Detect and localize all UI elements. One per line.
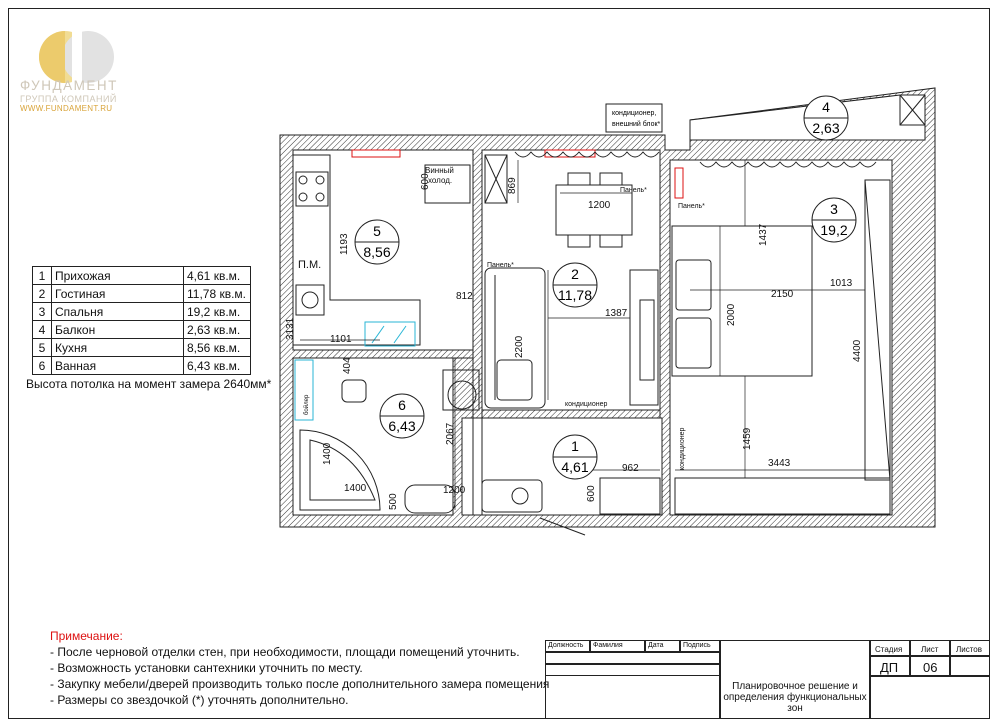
- dim-label: 1200: [588, 200, 611, 211]
- dim-label: 600: [420, 173, 431, 190]
- room-5-area: 8,56: [363, 244, 391, 260]
- stamp-title-1: Планировочное решение и: [732, 681, 858, 692]
- room-3-area: 19,2: [820, 222, 848, 238]
- room-6-area: 6,43: [388, 418, 416, 434]
- notes-heading: Примечание:: [50, 629, 123, 643]
- room-2-area: 11,78: [558, 287, 592, 303]
- room-name: Ванная: [52, 357, 184, 375]
- note-item: - Возможность установки сантехники уточнить по месту.: [50, 661, 363, 675]
- dim-label: 1013: [830, 278, 853, 289]
- sheet-label: Лист: [921, 645, 939, 654]
- wine-label: Винный: [425, 166, 454, 175]
- dim-label: 1387: [605, 308, 628, 319]
- dim-label: 500: [388, 493, 399, 510]
- room-1-num: 1: [571, 438, 579, 454]
- stamp-title-2: определения функциональных зон: [723, 692, 867, 714]
- sheet-value: 06: [923, 660, 938, 675]
- room-num: 5: [33, 339, 52, 357]
- logo-subtitle: ГРУППА КОМПАНИЙ: [20, 94, 117, 104]
- ac-outer-label-1: кондиционер,: [612, 110, 657, 117]
- sheets-label: Листов: [956, 645, 982, 654]
- dim-label: 2200: [514, 335, 525, 358]
- logo-url: WWW.FUNDAMENT.RU: [20, 104, 113, 113]
- dim-label: 3131: [285, 317, 296, 340]
- stage-value: ДП: [880, 660, 899, 675]
- room-num: 3: [33, 303, 52, 321]
- room-num: 4: [33, 321, 52, 339]
- stage-label: Стадия: [875, 645, 903, 654]
- title-block: [545, 640, 990, 719]
- dim-label: 1193: [339, 233, 350, 255]
- header-signature: Подпись: [683, 642, 711, 649]
- room-1-area: 4,61: [561, 459, 589, 475]
- ac-outer-label-2: внешний блок*: [612, 121, 661, 128]
- panel-label-3: Панель*: [487, 262, 514, 269]
- room-area: 19,2 кв.м.: [184, 303, 251, 321]
- room-name: Спальня: [52, 303, 184, 321]
- wine-label-2: холод.: [428, 176, 453, 185]
- dim-label: 869: [507, 177, 518, 194]
- notes-block: [50, 628, 549, 708]
- dim-label: 1459: [742, 427, 753, 450]
- room-name: Балкон: [52, 321, 184, 339]
- dim-label: 2150: [771, 289, 794, 300]
- room-name: Гостиная: [52, 285, 184, 303]
- room-num: 1: [33, 267, 52, 285]
- bath-area: [293, 358, 453, 515]
- room-6-num: 6: [398, 397, 406, 413]
- room-num: 6: [33, 357, 52, 375]
- room-name: Кухня: [52, 339, 184, 357]
- room-area: 8,56 кв.м.: [184, 339, 251, 357]
- dim-label: 1400: [322, 442, 333, 465]
- dim-label: 600: [586, 485, 597, 502]
- dim-label: 4400: [852, 339, 863, 362]
- boiler-label: бойлер: [304, 394, 310, 415]
- room-area: 6,43 кв.м.: [184, 357, 251, 375]
- dim-label: 404: [342, 357, 353, 374]
- room-area: 2,63 кв.м.: [184, 321, 251, 339]
- dim-label: 812: [456, 291, 473, 302]
- header-date: Дата: [648, 642, 664, 649]
- note-item: - После черновой отделки стен, при необходимости, площади помещений уточнить.: [50, 645, 520, 659]
- panel-label-1: Панель*: [620, 187, 647, 194]
- logo-name: ФУНДАМЕНТ: [20, 78, 118, 93]
- dim-label: 1200: [443, 485, 466, 496]
- room-4-num: 4: [822, 99, 830, 115]
- ceiling-note: Высота потолка на момент замера 2640мм*: [26, 377, 272, 391]
- dim-label: 1101: [330, 334, 352, 345]
- room-num: 2: [33, 285, 52, 303]
- room-5-num: 5: [373, 223, 381, 239]
- ac-side-label: кондиционер: [679, 427, 686, 470]
- dim-label: 1400: [344, 483, 367, 494]
- dim-label: 2000: [726, 303, 737, 326]
- dim-label: 962: [622, 463, 639, 474]
- dim-label: 1437: [758, 223, 769, 246]
- room-area: 11,78 кв.м.: [184, 285, 251, 303]
- room-name: Прихожая: [52, 267, 184, 285]
- room-area: 4,61 кв.м.: [184, 267, 251, 285]
- header-surname: Фамилия: [593, 642, 623, 649]
- dim-label: 3443: [768, 458, 791, 469]
- header-position: Должность: [548, 642, 584, 649]
- room-3-num: 3: [830, 201, 838, 217]
- note-item: - Закупку мебели/дверей производить только после дополнительного замера помещения: [50, 677, 550, 691]
- room-2-num: 2: [571, 266, 579, 282]
- ac-label: кондиционер: [565, 401, 608, 408]
- room-4-area: 2,63: [812, 120, 840, 136]
- note-item: - Размеры со звездочкой (*) уточнять дополнительно.: [50, 693, 349, 707]
- pm-label: П.М.: [298, 259, 322, 271]
- panel-label-2: Панель*: [678, 203, 705, 210]
- dim-label: 2067: [445, 422, 456, 445]
